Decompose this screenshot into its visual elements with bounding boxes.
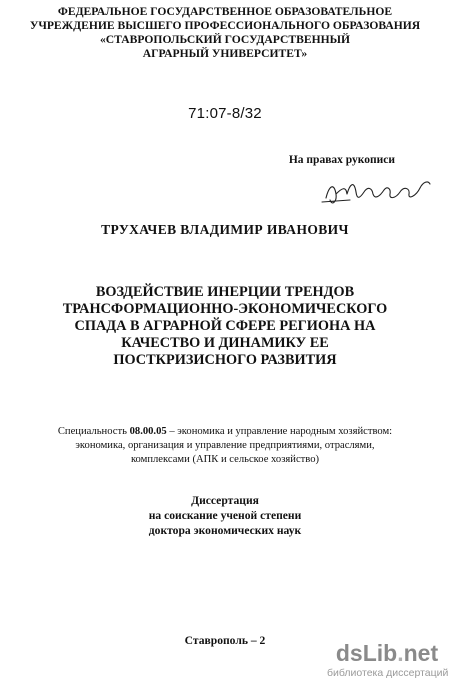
title-line: КАЧЕСТВО И ДИНАМИКУ ЕЕ — [121, 335, 329, 351]
institution-header — [0, 5, 450, 61]
institution-line: «СТАВРОПОЛЬСКИЙ ГОСУДАРСТВЕННЫЙ — [99, 33, 351, 46]
title-line: ВОЗДЕЙСТВИЕ ИНЕРЦИИ ТРЕНДОВ — [95, 284, 355, 300]
degree-line: на соискание ученой степени — [148, 509, 302, 522]
specialty-rest: – экономика и управление народным хозяйством: — [166, 426, 393, 437]
title-line: СПАДА В АГРАРНОЙ СФЕРЕ РЕГИОНА НА — [74, 318, 376, 334]
institution-line: УЧРЕЖДЕНИЕ ВЫСШЕГО ПРОФЕССИОНАЛЬНОГО ОБРАЗОВАНИЯ — [29, 19, 421, 32]
specialty-block — [0, 425, 450, 467]
rights-label: На правах рукописи — [288, 154, 395, 166]
author-name: ТРУХАЧЕВ ВЛАДИМИР ИВАНОВИЧ — [101, 222, 349, 237]
specialty-line: комплексами (АПК и сельское хозяйство) — [130, 454, 320, 465]
dslib-subtitle: библиотека диссертаций — [327, 667, 449, 679]
degree-line: доктора экономических наук — [148, 524, 302, 537]
title-line: ПОСТКРИЗИСНОГО РАЗВИТИЯ — [113, 352, 337, 368]
institution-line: ФЕДЕРАЛЬНОЕ ГОСУДАРСТВЕННОЕ ОБРАЗОВАТЕЛЬНОЕ — [57, 5, 393, 18]
dslib-logo: dsLib.net — [335, 640, 439, 666]
signature-icon — [320, 172, 440, 214]
dslib-watermark[interactable] — [327, 640, 447, 688]
specialty-line: экономика, организация и управление предприятиями, отраслями, — [75, 440, 375, 451]
city-year: Ставрополь – 2 — [184, 634, 266, 647]
specialty-code: 08.00.05 — [129, 426, 167, 437]
specialty-line — [0, 425, 450, 439]
degree-line: Диссертация — [191, 494, 259, 507]
specialty-prefix: Специальность — [57, 426, 130, 437]
dissertation-title — [0, 284, 450, 369]
catalog-code: 71:07-8/32 — [188, 105, 262, 122]
dissertation-degree — [0, 493, 450, 538]
institution-line: АГРАРНЫЙ УНИВЕРСИТЕТ» — [142, 47, 308, 60]
title-line: ТРАНСФОРМАЦИОННО-ЭКОНОМИЧЕСКОГО — [62, 301, 388, 317]
